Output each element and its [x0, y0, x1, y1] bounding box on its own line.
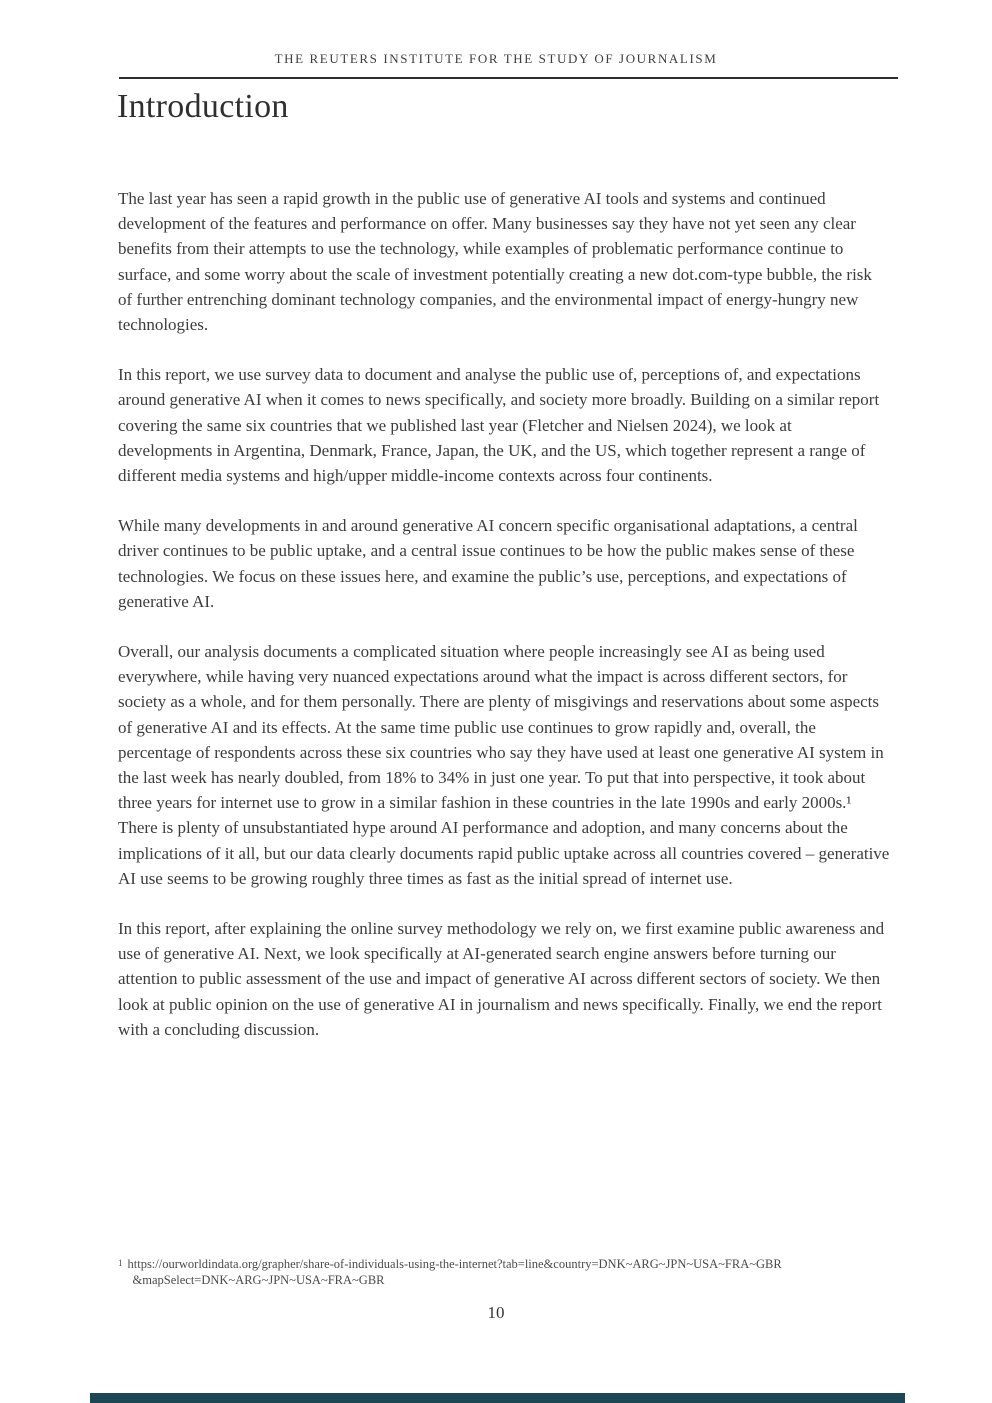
- page-number: 10: [487, 1303, 505, 1322]
- footnote-text: [128, 1257, 901, 1288]
- footnote-url-line2[interactable]: &mapSelect=DNK~ARG~JPN~USA~FRA~GBR: [132, 1272, 385, 1287]
- paragraph-2: In this report, we use survey data to document and analyse the public use of, perceptions of, and expectations around generative AI when it comes to news specifically, and society more broadly. Building on a similar report covering the same six countries that we published last year (Fletcher and Nielsen 2024), we look at developments in Argentina, Denmark, France, Japan, the UK, and the US, which together represent a range of different media systems and high/upper middle-income contexts across four continents.: [118, 365, 880, 486]
- paragraph-3: While many developments in and around generative AI concern specific organisational adaptations, a central driver continues to be public uptake, and a central issue continues to be how the public makes sense of these technologies. We focus on these issues here, and examine the public’s use, perceptions, and expectations of generative AI.: [118, 516, 858, 611]
- paragraph-5: In this report, after explaining the online survey methodology we rely on, we first examine public awareness and use of generative AI. Next, we look specifically at AI-generated search engine answers before turning our attention to public assessment of the use and impact of generative AI across different sectors of society. We then look at public opinion on the use of generative AI in journalism and news specifically. Finally, we end the report with a concluding discussion.: [118, 919, 885, 1039]
- footnote: [118, 1257, 900, 1288]
- paragraph-4: Overall, our analysis documents a complicated situation where people increasingly see AI as being used everywhere, while having very nuanced expectations around what the impact is across different sectors, for society as a whole, and for them personally. There are plenty of misgivings and reservations about some aspects of generative AI and its effects. At the same time public use continues to grow rapidly and, overall, the percentage of respondents across these six countries who say they have used at least one generative AI system in the last week has nearly doubled, from 18% to 34% in just one year. To put that into perspective, it took about three years for internet use to grow in a similar fashion in these countries in the late 1990s and early 2000s.¹ There is plenty of unsubstantiated hype around AI performance and adoption, and many concerns about the implications of it all, but our data clearly documents rapid public uptake across all countries covered – generative AI use seems to be growing roughly three times as fast as the initial spread of internet use.: [118, 642, 890, 888]
- footer-bar: [90, 1393, 905, 1403]
- body-text: [118, 186, 890, 1067]
- footnote-marker: 1: [118, 1258, 123, 1268]
- header-rule: [119, 77, 898, 79]
- page-title: Introduction: [117, 88, 289, 125]
- paragraph-1: The last year has seen a rapid growth in the public use of generative AI tools and systems and continued development of the features and performance on offer. Many businesses say they have not yet seen any clear benefits from their attempts to use the technology, while examples of problematic performance continue to surface, and some worry about the scale of investment potentially creating a new dot.com-type bubble, the risk of further entrenching dominant technology companies, and the environmental impact of energy-hungry new technologies.: [118, 189, 872, 335]
- running-header: THE REUTERS INSTITUTE FOR THE STUDY OF JOURNALISM: [274, 51, 718, 66]
- footnote-url-line1[interactable]: https://ourworldindata.org/grapher/share-of-individuals-using-the-internet?tab=line&country=DNK~ARG~JPN~USA~FRA~GBR: [127, 1257, 782, 1271]
